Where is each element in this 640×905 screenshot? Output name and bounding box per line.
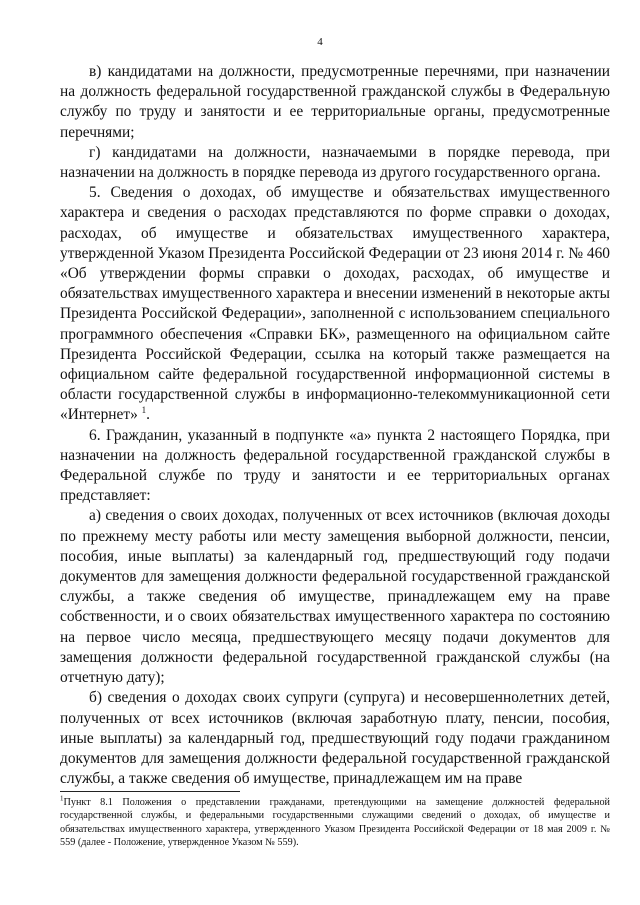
paragraph-v: в) кандидатами на должности, предусмотренные перечнями, при назначении на должность федеральной государственной гражданской службы в Федеральную службу по труду и занятости и ее территориальные органы, предусмотренные перечнями;: [60, 63, 610, 141]
paragraph-5: 5. Сведения о доходах, об имуществе и обязательствах имущественного характера и сведения о расходах представляются по форме справки о доходах, расходах, об имуществе и обязательствах имущественного характера, утвержденной Указом Президента Российской Федерации от 23 июня 2014 г. № 460 «Об утверждении формы справки о доходах, расходах, об имуществе и обязательствах имущественного характера и внесении изменений в некоторые акты Президента Российской Федерации», заполненной с использованием специального программного обеспечения «Справки БК», размещенного на официальном сайте Президента Российской Федерации, ссылка на который также размещается на официальном сайте федеральной государственной информационной системы в области государственной службы в информационно-телекоммуникационной сети «Интернет» $^1$.: [60, 184, 610, 424]
page-number: 4: [317, 36, 323, 48]
document-body: [60, 62, 610, 789]
paragraph-6a: а) сведения о своих доходах, полученных от всех источников (включая доходы по прежнему месту работы или месту замещения выборной должности, пенсии, пособия, иные выплаты) за календарный год, предшествующий году подачи документов для замещения должности федеральной государственной гражданской службы, а также сведения об имуществе, принадлежащем ему на праве собственности, и о своих обязательствах имущественного характера по состоянию на первое число месяца, предшествующего месяцу подачи документов для замещения должности федеральной государственной гражданской службы (на отчетную дату);: [60, 507, 610, 687]
paragraph-g: г) кандидатами на должности, назначаемыми в порядке перевода, при назначении на должность в порядке перевода из другого государственного органа.: [60, 143, 610, 182]
paragraph-6: 6. Гражданин, указанный в подпункте «а» пункта 2 настоящего Порядка, при назначении на должность федеральной государственной гражданской службы в Федеральной службе по труду и занятости и ее территориальных органах представляет:: [60, 426, 610, 505]
footnote-text: Пункт 8.1 Положения о представлении гражданами, претендующими на замещение должностей федеральной государственной службы, и федеральными государственными служащими сведений о доходах, об имуществе и обязательствах имущественного характера, утвержденного Указом Президента Российской Федерации от 18 мая 2009 г. № 559 (далее - Положение, утвержденное Указом № 559).: [60, 797, 610, 849]
paragraph-6b: б) сведения о доходах своих супруги (супруга) и несовершеннолетних детей, полученных от всех источников (включая заработную плату, пенсии, пособия, иные выплаты) за календарный год, предшествующий году подачи гражданином документов для замещения должности федеральной государственной гражданской службы, а также сведения об имуществе, принадлежащем им на праве: [60, 689, 610, 788]
footnote-divider: [60, 791, 240, 792]
footnote-reference: 1: [141, 405, 147, 416]
footnote: [60, 796, 610, 850]
paragraph-5-text: 5. Сведения о доходах, об имуществе и обязательствах имущественного характера и сведения о расходах представляются по форме справки о доходах, расходах, об имуществе и обязательствах имущественного характера, утвержденной Указом Президента Российской Федерации от 23 июня 2014 г. № 460 «Об утверждении формы справки о доходах, расходах, об имуществе и обязательствах имущественного характера и внесении изменений в некоторые акты Президента Российской Федерации», заполненной с использованием специального программного обеспечения «Справки БК», размещенного на официальном сайте Президента Российской Федерации, ссылка на который также размещается на официальном сайте федеральной государственной информационной системы в области государственной службы в информационно-телекоммуникационной сети «Интернет»: [60, 184, 610, 424]
footnote-mark: 1: [60, 794, 64, 803]
